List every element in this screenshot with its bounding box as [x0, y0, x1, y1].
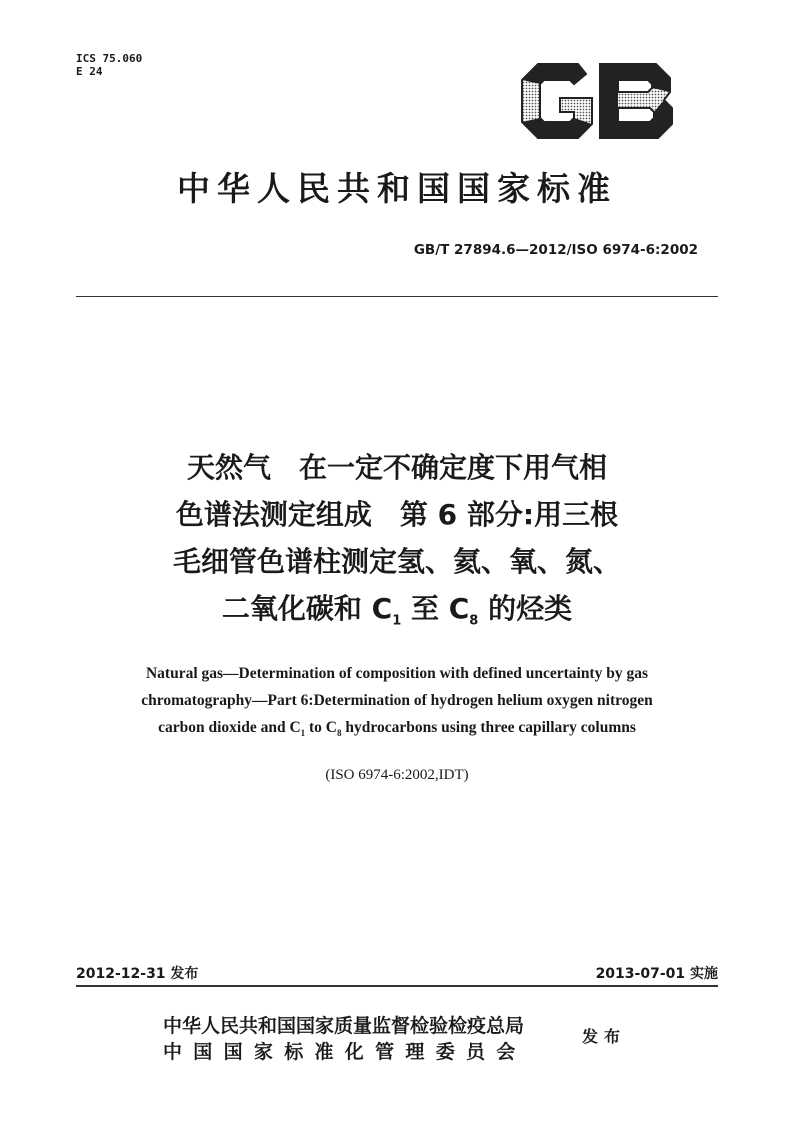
classification-codes	[76, 52, 142, 78]
bottom-divider	[76, 985, 718, 987]
chinese-title-line-2: 色谱法测定组成 第 6 部分:用三根	[175, 498, 619, 531]
chinese-title-line-4: 二氧化碳和 $C_1$ 至 $C_8$ 的烃类	[221, 592, 573, 629]
gb-logo	[516, 60, 676, 142]
org-title: 中华人民共和国国家标准	[177, 169, 617, 208]
chinese-title-line-3: 毛细管色谱柱测定氢、氦、氧、氮、	[172, 545, 621, 578]
english-title	[0, 660, 794, 747]
issuer-sac: 中国国家标准化管理委员会	[163, 1041, 527, 1063]
english-title-line-1: Natural gas—Determination of composition with defined uncertainty by gas	[145, 665, 649, 682]
issue-date: 2012-12-31 发布	[76, 966, 199, 982]
top-divider	[76, 296, 718, 297]
standard-number: GB/T 27894.6—2012/ISO 6974-6:2002	[413, 242, 698, 258]
english-title-line-3: carbon dioxide and $C_1$ to $C_8$ hydrocarbons using three capillary columns	[158, 719, 636, 739]
english-title-line-2: chromatography—Part 6:Determination of hydrogen helium oxygen nitrogen	[141, 692, 653, 709]
issuer-aqsiq: 中华人民共和国国家质量监督检验检疫总局	[163, 1015, 525, 1037]
iso-reference: (ISO 6974-6:2002,IDT)	[325, 767, 469, 783]
chinese-title	[0, 444, 794, 645]
implementation-date: 2013-07-01 实施	[595, 966, 718, 982]
ccs-code: E 24	[76, 65, 103, 78]
publish-label: 发布	[582, 1027, 627, 1046]
chinese-title-line-1: 天然气 在一定不确定度下用气相	[186, 451, 607, 484]
ics-code: ICS 75.060	[76, 52, 143, 65]
